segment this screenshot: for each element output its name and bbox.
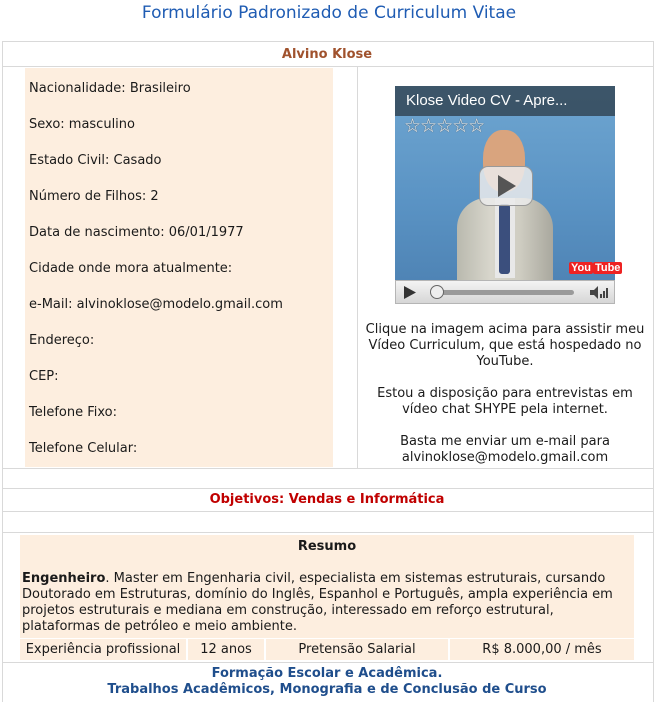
video-note-line: Vídeo Curriculum, que está hospedado no (368, 338, 642, 353)
play-icon[interactable] (404, 286, 416, 299)
experience-row (20, 639, 634, 660)
divider (2, 511, 653, 512)
divider (2, 488, 653, 489)
divider (2, 468, 653, 469)
resume-body (22, 571, 632, 635)
divider (2, 662, 653, 663)
objectives: Objetivos: Vendas e Informática (209, 492, 445, 507)
seek-handle[interactable] (430, 285, 444, 299)
video-note-line: YouTube. (476, 354, 534, 369)
info-marital-status: Estado Civil: Casado (29, 153, 162, 168)
info-phone: Telefone Fixo: (29, 405, 118, 420)
info-email: e-Mail: alvinoklose@modelo.gmail.com (29, 297, 283, 312)
youtube-logo-tube: Tube (594, 262, 621, 274)
play-icon (498, 175, 516, 197)
divider (2, 66, 653, 67)
page-title: Formulário Padronizado de Curriculum Vitae (141, 3, 517, 23)
person-tie (499, 204, 510, 274)
interview-note-line: vídeo chat SHYPE pela internet. (402, 402, 608, 417)
info-sex: Sexo: masculino (29, 117, 135, 132)
divider (2, 532, 653, 533)
volume-icon[interactable] (590, 286, 608, 299)
info-mobile: Telefone Celular: (29, 441, 138, 456)
video-controls (395, 280, 615, 304)
education-title: Formação Escolar e Acadêmica. (211, 666, 443, 681)
info-nationality: Nacionalidade: Brasileiro (29, 81, 191, 96)
info-cep: CEP: (29, 369, 59, 384)
info-address: Endereço: (29, 333, 95, 348)
salary-label: Pretensão Salarial (266, 639, 450, 660)
info-birth-date: Data de nascimento: 06/01/1977 (29, 225, 244, 240)
resume-line: Engenheiro. Master em Engenharia civil, especialista em sistemas estruturais, cursando (22, 571, 606, 586)
contact-email-link[interactable]: alvinoklose@modelo.gmail.com (401, 450, 609, 465)
experience-years: 12 anos (188, 639, 266, 660)
interview-note-line: Estou a disposição para entrevistas em (377, 386, 633, 401)
education-subtitle: Trabalhos Acadêmicos, Monografia e de Conclusão de Curso (107, 682, 547, 697)
rating-stars-icon[interactable]: ☆☆☆☆☆ (404, 115, 485, 137)
personal-info-panel (25, 68, 333, 467)
info-children: Número de Filhos: 2 (29, 189, 159, 204)
video-thumbnail[interactable] (395, 86, 621, 280)
divider (2, 41, 653, 42)
resume-title: Resumo (297, 539, 357, 554)
resume-lead: Engenheiro (22, 571, 106, 586)
seek-bar[interactable] (434, 290, 574, 295)
resume-panel (20, 535, 634, 638)
youtube-logo-you: You (571, 262, 591, 274)
play-button[interactable] (479, 166, 533, 206)
video-title[interactable]: Klose Video CV - Apre... (406, 92, 568, 109)
divider (357, 66, 358, 468)
resume-line: Doutorado em Estruturas, domínio do Inglês, Espanhol e Português, ampla experiência em (22, 587, 613, 602)
contact-note-line: Basta me enviar um e-mail para (400, 434, 610, 449)
video-note-line: Clique na imagem acima para assistir meu (365, 322, 645, 337)
resume-line: plataformas de petróleo e meio ambiente. (22, 619, 297, 634)
experience-label: Experiência profissional (20, 639, 188, 660)
salary-value: R$ 8.000,00 / mês (482, 642, 602, 657)
resume-line: projetos estruturais e mediana em construção, interessado em reforço estrutural, (22, 603, 554, 618)
candidate-name: Alvino Klose (281, 47, 373, 62)
education-section (3, 666, 651, 698)
info-city: Cidade onde mora atualmente: (29, 261, 233, 276)
video-player[interactable] (395, 86, 621, 304)
youtube-logo (569, 262, 622, 274)
